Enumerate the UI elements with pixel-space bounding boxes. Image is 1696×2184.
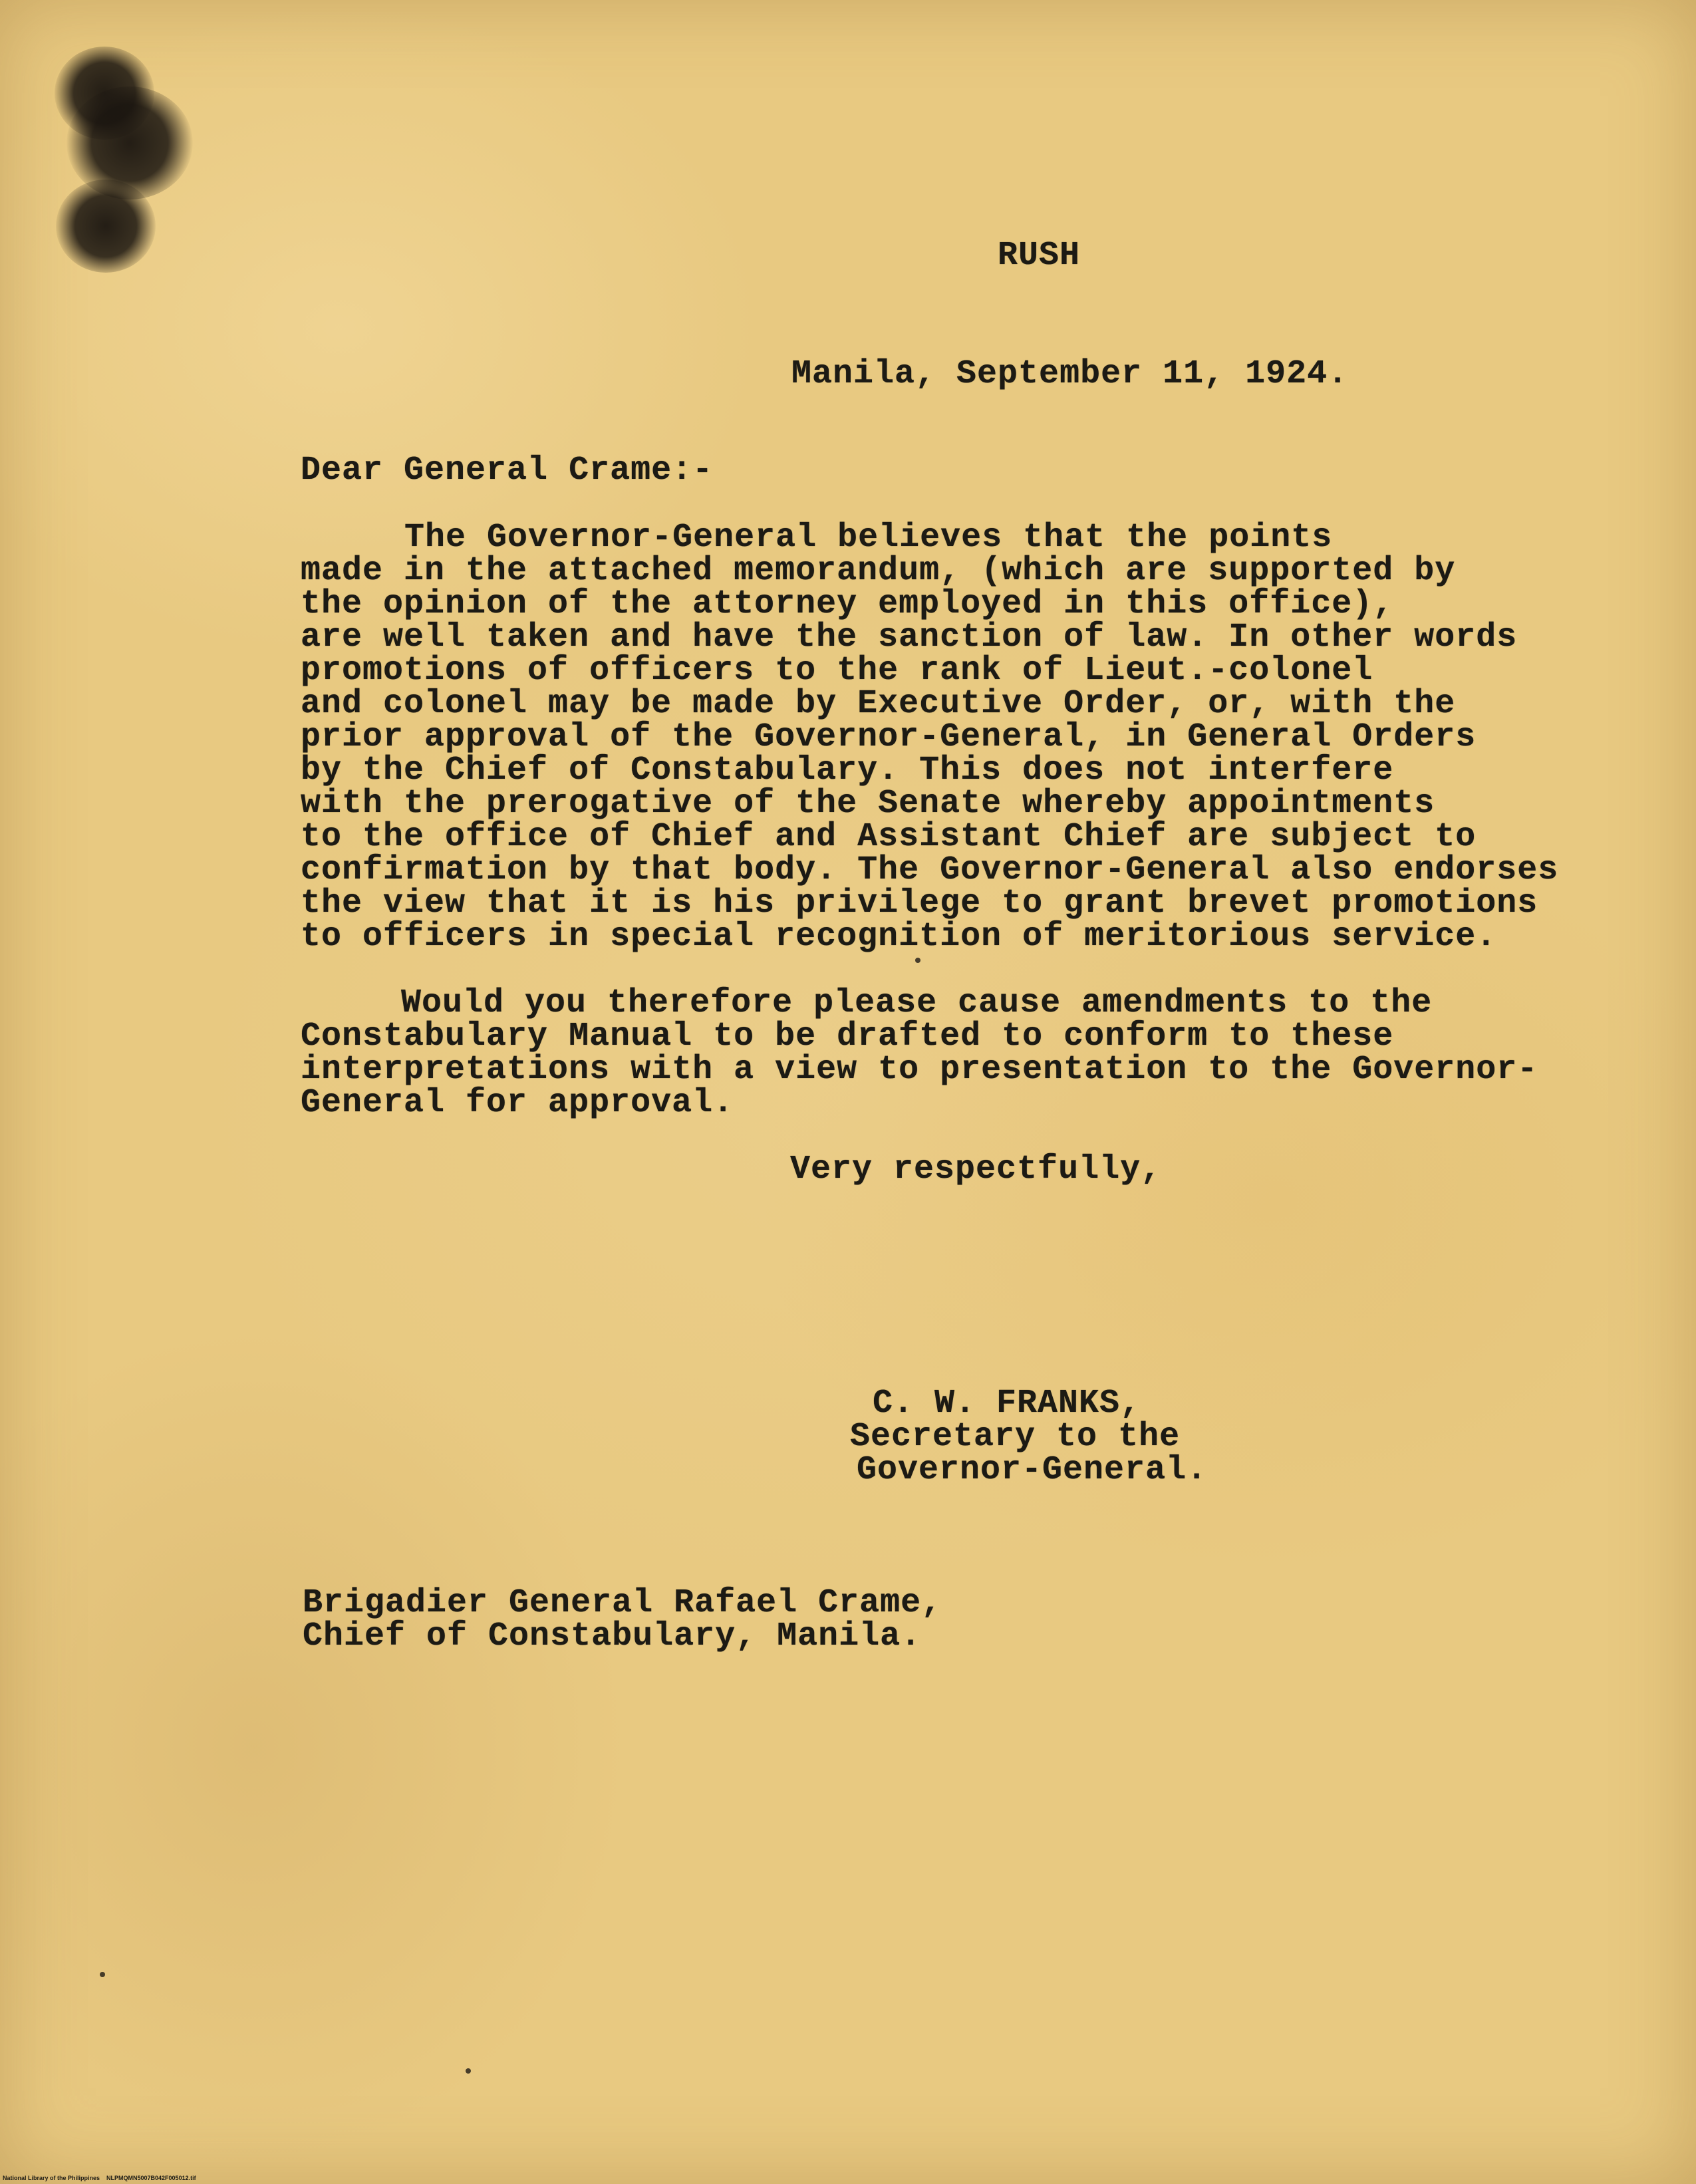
paragraph-line: the view that it is his privilege to grant brevet promotions — [301, 885, 1538, 922]
archive-footer-label: National Library of the Philippines NLPMQMN5007B042F005012.tif — [3, 2175, 196, 2181]
paragraph-line: Would you therefore please cause amendments to the — [401, 984, 1433, 1022]
paragraph-line: to the office of Chief and Assistant Chief are subject to — [301, 818, 1477, 856]
paragraph-line: promotions of officers to the rank of Lieut.-colonel — [301, 652, 1373, 690]
paragraph-line: by the Chief of Constabulary. This does not interfere — [301, 751, 1394, 789]
ink-blot-stain — [56, 180, 156, 273]
paper-speck — [100, 1972, 105, 1977]
paragraph-line: interpretations with a view to presentation to the Governor- — [301, 1051, 1538, 1089]
signature-title-line-1: Secretary to the — [850, 1418, 1181, 1456]
paragraph-line: confirmation by that body. The Governor-General also endorses — [301, 851, 1559, 889]
paragraph-line: with the prerogative of the Senate whereby appointments — [301, 785, 1435, 823]
paragraph-line: the opinion of the attorney employed in this office), — [301, 585, 1394, 623]
recipient-line-1: Brigadier General Rafael Crame, — [303, 1584, 942, 1622]
priority-label: RUSH — [998, 237, 1081, 275]
paragraph-line: are well taken and have the sanction of law. In other words — [301, 618, 1518, 656]
recipient-line-2: Chief of Constabulary, Manila. — [303, 1617, 922, 1655]
ink-blot-stain — [67, 86, 193, 200]
paragraph-line: The Governor-General believes that the points — [404, 519, 1333, 557]
paragraph-line: Constabulary Manual to be drafted to conform to these — [301, 1018, 1394, 1055]
dateline: Manila, September 11, 1924. — [791, 355, 1349, 393]
paragraph-line: and colonel may be made by Executive Order, or, with the — [301, 685, 1456, 723]
signature-title-line-2: Governor-General. — [857, 1451, 1208, 1489]
signature-name: C. W. FRANKS, — [873, 1385, 1141, 1423]
paper-speck — [915, 958, 920, 963]
paper-speck — [466, 2068, 471, 2074]
paragraph-line: to officers in special recognition of meritorious service. — [301, 918, 1497, 956]
paragraph-line: prior approval of the Governor-General, in General Orders — [301, 718, 1477, 756]
paragraph-line: made in the attached memorandum, (which are supported by — [301, 552, 1456, 590]
closing: Very respectfully, — [790, 1151, 1162, 1188]
paragraph-line: General for approval. — [301, 1084, 734, 1122]
salutation: Dear General Crame:- — [301, 452, 714, 489]
